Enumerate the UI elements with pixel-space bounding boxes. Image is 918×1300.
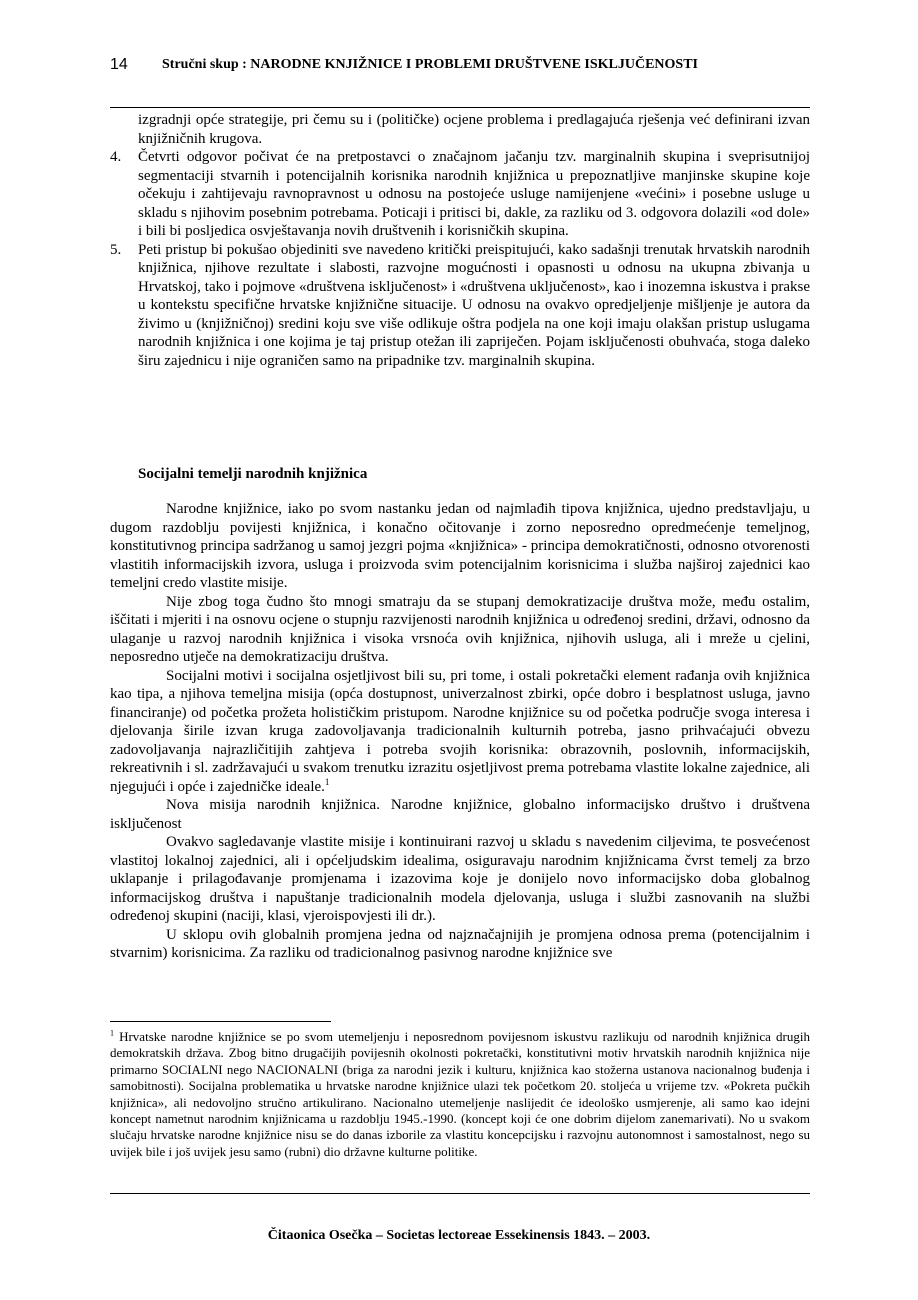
page-number: 14 <box>110 56 128 73</box>
paragraph: U sklopu ovih globalnih promjena jedna od najznačajnijih je promjena odnosa prema (potencijalnim i stvarnim) korisnicima. Za razliku od tradicionalnog pasivnog narodne knjižnice sve <box>110 926 810 961</box>
footnote-text: Hrvatske narodne knjižnice se po svom utemeljenju i neposrednom povijesnom iskustvu razlikuju od narodnih knjižnica drugih demokratskih država. Zbog bitno drugačijih povijesnih okolnosti pokretački, konstitutivni motiv hrvatskih narodnih knjižnica nije primarno SOCIALNI nego NACIONALNI (briga za narodni jezik i kulturu, knjižnica kao stožerna ustanova nacionalnog buđenja i samobitnosti). Socijalna problematika u hrvatske narodne knjižnice ulazi tek početkom 20. stoljeća u vrijeme tzv. «Pokreta pučkih knjižnica», ali nedovoljno stručno artikulirano. Nacionalno utemeljenje naslijedit će ideološko usmjerenje, ali samo kao idejni koncept nametnut narodnim knjižnicama u razdoblju 1945.-1990. (koncept koji će one dobrim dijelom zanemarivati). No u svakom slučaju hrvatske narodne knjižnice nisu se do danas izborile za vlastitu koncepcijsku i razvojnu autonomnost i samostalnost, nego su uvijek bile i još uvijek jesu samo (rubni) dio državne kulturne politike. <box>110 1029 810 1159</box>
list-item-text: Peti pristup bi pokušao objediniti sve navedeno kritički preispitujući, kako sadašnji trenutak hrvatskih narodnih knjižnica, njihove rezultate i slabosti, razvojne mogućnosti i opasnosti u odnosu na ukupna zbivanja u Hrvatskoj, tako i pojmove «društvena isključenost» i «društvena uključenost», kao i inozemna iskustva i prakse u kontekstu specifične hrvatske knjižnične situacije. U odnosu na ovakvo opredjeljenje mišljenje je autora da živimo u (knjižničnoj) sredini koju sve više odlikuje oštra podjela na one koji imaju olakšan pristup uslugama narodnih knjižnica i one kojima je taj pristup otežan ili zapriječen. Pojam isključenosti obuhvaća, stoga daleko širu zajednicu i nije ograničen samo na pripadnike tzv. marginalnih skupina. <box>138 241 810 369</box>
footnote-bottom-divider <box>110 1193 810 1194</box>
paragraph: Nova misija narodnih knjižnica. Narodne knjižnice, globalno informacijsko društvo i društvena isključenost <box>110 797 810 832</box>
list-number: 5. <box>110 241 122 258</box>
section-heading: Socijalni temelji narodnih knjižnica <box>138 466 368 482</box>
page-footer: Čitaonica Osečka – Societas lectoreae Essekinensis 1843. – 2003. <box>267 1228 651 1243</box>
paragraph-text: Socijalni motivi i socijalna osjetljivost bili su, pri tome, i ostali pokretački element rađanja ovih knjižnica kao tipa, a njihova temeljna misija (opća dostupnost, univerzalnost zbirki, opće dobro i besplatnost usluga, javno financiranje) od početka prožeta holističkim pristupom. Narodne knjižnice su od početka područje svoga interesa i djelovanja širile izvan kruga zadovoljavanja tradicionalnih kulturnih potreba, jasno prihvaćajući obvezu zadovoljavanja najrazličitijih zahtjeva i potreba svojih korisnika: obrazovnih, poslovnih, informacijskih, rekreativnih i sl. zadržavajući u svakom trenutku izrazitu osjetljivost prema potrebama vlastite lokalne zajednice, ali njegujući i opće i zajedničke ideale. <box>110 667 810 795</box>
paragraph: Nije zbog toga čudno što mnogi smatraju da se stupanj demokratizacije društva može, među ostalim, iščitati i mjeriti i na osnovu ocjene o stupnju razvijenosti narodnih knjižnica u određenoj sredini, državi, odnosno da ulaganje u razvoj narodnih knjižnica i visoka vrsnoća ovih knjižnica, njihovih usluga, ali i mreže u cjelini, neposredno utječe na demokratizaciju društva. <box>110 593 810 665</box>
footnote-divider <box>110 1021 331 1022</box>
header-divider <box>110 107 810 108</box>
paragraph: Narodne knjižnice, iako po svom nastanku jedan od najmlađih tipova knjižnica, ujedno predstavljaju, u dugom razdoblju povijesti knjižnica, i konačno očitovanje i zorno neposredno opredmećenje temeljnog, konstitutivnog principa sadržanog u samoj jezgri pojma «knjižnica» - principa demokratičnosti, odnosno otvorenosti vlastitih informacijskih izvora, usluga i proizvoda svim potencijalnim korisnicima i služba najširoj zajednici kao temeljni credo vlastite misije. <box>110 501 810 591</box>
list-item-text: Četvrti odgovor počivat će na pretpostavci o značajnom jačanju tzv. marginalnih skupina i sveprisutnijoj segmentaciji stvarnih i potencijalnih korisnika narodnih knjižnica u prepoznatljive manjinske skupine koje očekuju i zahtijevaju ravnopravnost u odnosu na postojeće usluge namijenjene «većini» i posebne usluge u skladu s njihovim posebnim potrebama. Poticaji i pritisci bi, dakle, za razliku od 3. odgovora dolazili «od dole» i bili bi posljedica osvještavanja novih društvenih i korisničkih skupina. <box>138 149 810 239</box>
list-item-5 <box>110 241 810 371</box>
running-title: Stručni skup : NARODNE KNJIŽNICE I PROBLEMI DRUŠTVENE ISKLJUČENOSTI <box>162 57 698 72</box>
footnote-reference: 1 <box>324 776 330 787</box>
paragraph: Ovakvo sagledavanje vlastite misije i kontinuirani razvoj u skladu s navedenim ciljevima, te posvećenost vlastitoj lokalnoj zajednici, ali i općeljudskim idealima, osiguravaju narodnim knjižnicama čvrst temelj za brzo uklapanje i prilagođavanje promjenama i izazovima koje je donijelo novo informacijsko doba globalnog informacijskog društva i napuštanje tradicionalnih modela djelovanja, usluga i službi zasnovanih na službi određenoj skupini (naciji, klasi, vjeroispovjesti ili dr.). <box>110 834 810 924</box>
list-item-4 <box>110 148 810 241</box>
paragraph <box>110 667 810 797</box>
section-body <box>110 500 810 963</box>
footnote-marker: 1 <box>110 1028 114 1038</box>
page-header <box>110 56 810 76</box>
footnote <box>110 1029 810 1160</box>
list-block <box>110 111 810 370</box>
list-continuation: izgradnji opće strategije, pri čemu su i (političke) ocjene problema i predlagajuća rješenja već definirani izvan knjižničnih krugova. <box>138 112 810 147</box>
list-number: 4. <box>110 149 122 165</box>
